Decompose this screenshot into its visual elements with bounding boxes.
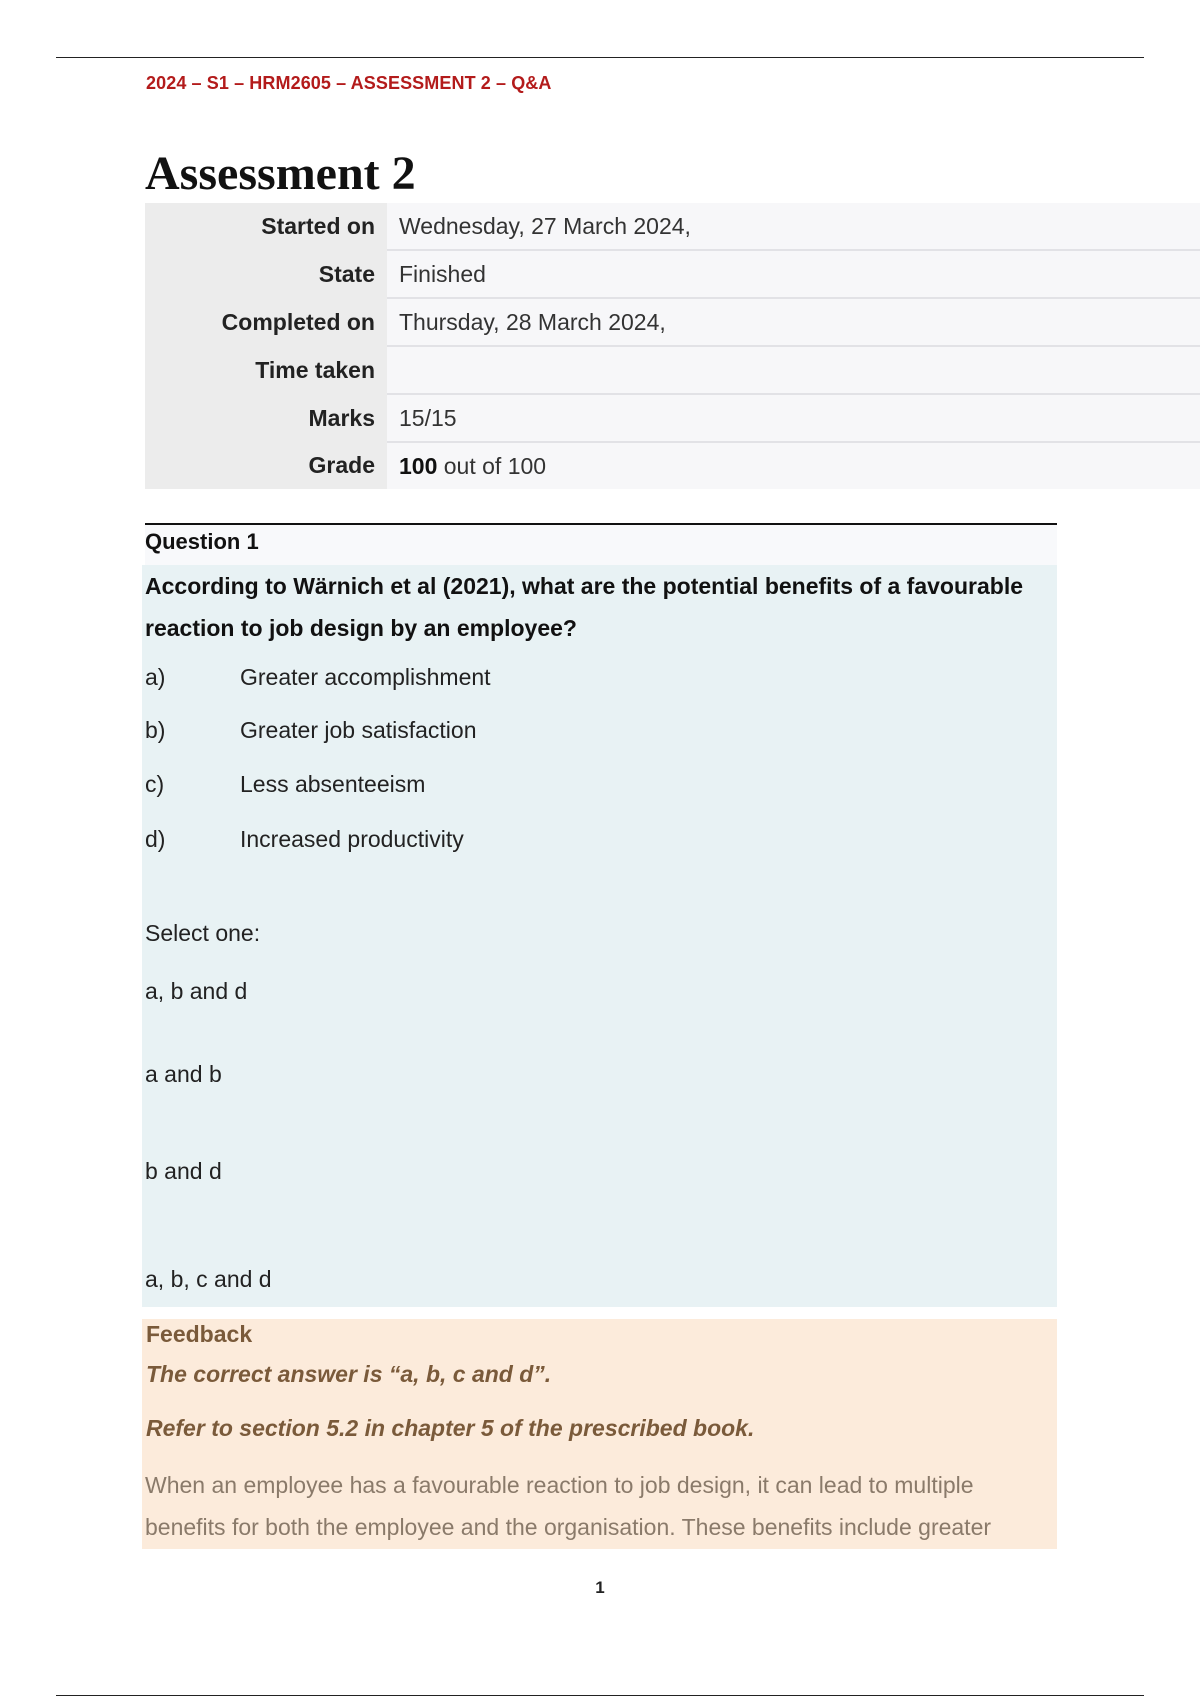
summary-row-time-taken <box>145 346 1200 394</box>
feedback-explanation: When an employee has a favourable reaction to job design, it can lead to multiple benefits for both the employee and the organisation. These benefits include greater <box>145 1472 992 1540</box>
page-number: 1 <box>595 1578 605 1597</box>
summary-label: Completed on <box>145 298 387 346</box>
feedback-correct-answer: The correct answer is “a, b, c and d”. <box>146 1361 552 1387</box>
summary-value: Finished <box>387 250 1200 298</box>
question-item <box>145 715 477 745</box>
summary-value: 15/15 <box>387 394 1200 442</box>
item-text: Greater accomplishment <box>240 664 491 690</box>
select-one-prompt: Select one: <box>145 920 261 946</box>
attempt-summary-table <box>145 203 1200 489</box>
summary-value <box>387 346 1200 394</box>
question-item <box>145 769 425 799</box>
question-heading: Question 1 <box>145 523 1057 565</box>
summary-row-completed-on <box>145 298 1200 346</box>
item-letter: b) <box>145 717 166 743</box>
summary-row-marks <box>145 394 1200 442</box>
question-body <box>142 565 1057 1307</box>
item-text: Less absenteeism <box>240 771 426 797</box>
page-title: Assessment 2 <box>145 147 416 200</box>
answer-choice[interactable]: a, b and d <box>145 978 248 1004</box>
summary-row-started-on <box>145 203 1200 250</box>
answer-choice[interactable]: b and d <box>145 1158 222 1184</box>
summary-value: Thursday, 28 March 2024, <box>387 298 1200 346</box>
summary-row-grade <box>145 442 1200 489</box>
bottom-rule <box>56 1695 1144 1696</box>
feedback-reference: Refer to section 5.2 in chapter 5 of the prescribed book. <box>146 1415 755 1441</box>
summary-label: Time taken <box>145 346 387 394</box>
feedback-panel <box>142 1319 1057 1549</box>
question-item <box>145 662 491 692</box>
feedback-title: Feedback <box>146 1321 253 1347</box>
item-letter: c) <box>145 771 165 797</box>
summary-label: State <box>145 250 387 298</box>
grade-score: 100 <box>399 452 438 479</box>
item-letter: a) <box>145 664 166 690</box>
item-letter: d) <box>145 826 166 852</box>
summary-label: Grade <box>145 442 387 489</box>
document-header-label: 2024 – S1 – HRM2605 – ASSESSMENT 2 – Q&A <box>146 73 552 93</box>
summary-label: Started on <box>145 203 387 250</box>
summary-value: Wednesday, 27 March 2024, <box>387 203 1200 250</box>
question-item <box>145 824 464 854</box>
item-text: Increased productivity <box>240 826 464 852</box>
summary-label: Marks <box>145 394 387 442</box>
summary-value <box>387 442 1200 489</box>
answer-choice[interactable]: a and b <box>145 1061 222 1087</box>
question-text: According to Wärnich et al (2021), what are the potential benefits of a favourable reaction to job design by an employee? <box>145 573 1023 641</box>
grade-out-of: out of 100 <box>437 452 547 479</box>
top-rule <box>56 57 1144 58</box>
summary-row-state <box>145 250 1200 298</box>
answer-choice[interactable]: a, b, c and d <box>145 1266 272 1292</box>
item-text: Greater job satisfaction <box>240 717 477 743</box>
